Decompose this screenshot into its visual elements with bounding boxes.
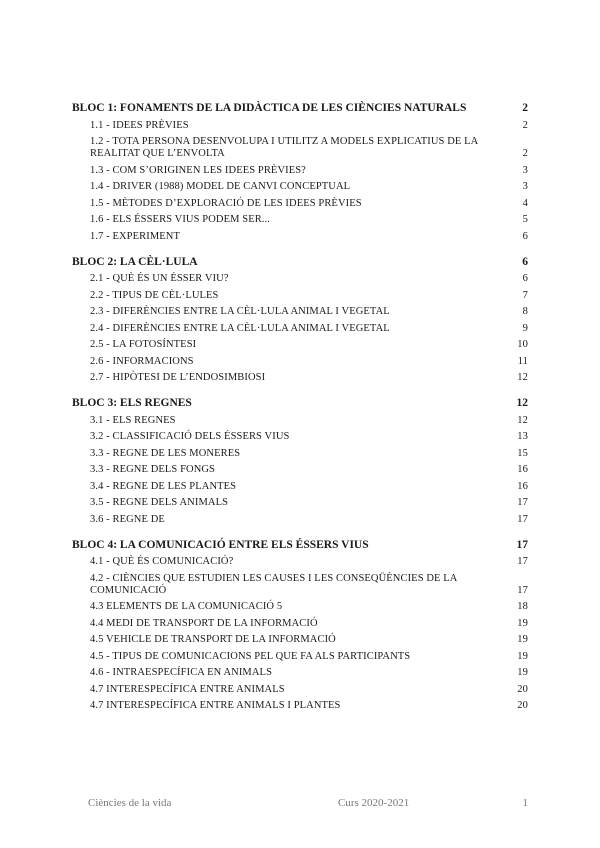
toc-entry-page: 20 [517, 700, 528, 711]
toc-bloc-page: 17 [516, 538, 528, 551]
toc-entry[interactable] [72, 165, 528, 177]
toc-entry[interactable] [72, 273, 528, 285]
toc-bloc-title: BLOC 4: LA COMUNICACIÓ ENTRE ELS ÉSSERS VIUS [72, 538, 369, 551]
toc-entry-page: 17 [517, 556, 528, 567]
toc-entry-page: 6 [522, 230, 528, 242]
toc-entry-title: 4.4 MEDI DE TRANSPORT DE LA INFORMACIÓ [90, 617, 318, 629]
toc-entry[interactable] [72, 214, 528, 226]
toc-entry-page: 19 [517, 617, 528, 629]
toc-entry[interactable] [72, 198, 528, 210]
toc-entry-page: 3 [522, 164, 528, 176]
toc-entry-title: 3.3 - REGNE DE LES MONERES [90, 447, 241, 459]
toc-entry-title: 1.3 - COM S’ORIGINEN LES IDEES PRÈVIES? [90, 164, 306, 176]
toc-entry-page: 19 [517, 667, 528, 678]
toc-entry[interactable] [72, 323, 528, 335]
toc-entry-page: 17 [517, 497, 528, 508]
toc-entry-title: 4.2 - CIÈNCIES QUE ESTUDIEN LES CAUSES I LES CONSEQÜÈNCIES DE LA COMUNICACIÓ [90, 572, 457, 596]
toc-entry[interactable] [72, 464, 528, 476]
toc-entry-page: 15 [517, 447, 528, 459]
toc-entry-title: 2.5 - LA FOTOSÍNTESI [90, 339, 197, 350]
toc-entry-title: 2.4 - DIFERÈNCIES ENTRE LA CÈL·LULA ANIMAL I VEGETAL [90, 322, 390, 334]
toc-entry[interactable] [72, 290, 528, 302]
toc-entry[interactable] [72, 667, 528, 679]
toc-entry-title: 4.5 - TIPUS DE COMUNICACIONS PEL QUE FA ALS PARTICIPANTS [90, 650, 411, 662]
toc-entry[interactable] [72, 618, 528, 630]
toc-entry-page: 10 [517, 339, 528, 350]
toc-bloc-page: 12 [516, 397, 528, 409]
toc-entry-page: 19 [517, 634, 528, 645]
toc-bloc-heading[interactable] [72, 101, 528, 115]
toc-entry-title: 4.7 INTERESPECÍFICA ENTRE ANIMALS [90, 683, 285, 695]
toc-bloc-heading[interactable] [72, 538, 528, 552]
toc-entry[interactable] [72, 372, 528, 384]
toc-entry-page: 3 [522, 181, 528, 192]
toc-entry-page: 12 [517, 372, 528, 383]
toc-entry-title: 1.2 - TOTA PERSONA DESENVOLUPA I UTILITZ A MODELS EXPLICATIUS DE LA REALITAT QUE L’ENVOLTA [90, 136, 478, 159]
toc-entry-page: 13 [517, 431, 528, 442]
toc-entry[interactable] [72, 497, 528, 509]
toc-entry[interactable] [72, 120, 528, 132]
toc-bloc-heading[interactable] [72, 255, 528, 269]
toc-entry-page: 12 [517, 414, 528, 426]
toc-entry[interactable] [72, 415, 528, 427]
toc-entry-title: 3.6 - REGNE DE [90, 513, 165, 525]
toc-entry-title: 3.1 - ELS REGNES [90, 414, 176, 426]
toc-entry-page: 7 [522, 289, 528, 301]
footer-course: Curs 2020-2021 [338, 797, 410, 809]
toc-entry-title: 4.1 - QUÈ ÉS COMUNICACIÓ? [90, 556, 234, 567]
toc-entry-page: 17 [517, 584, 528, 596]
toc-entry-page: 18 [517, 601, 528, 612]
toc-bloc-title: BLOC 3: ELS REGNES [72, 397, 192, 409]
toc-entry-title: 3.4 - REGNE DE LES PLANTES [90, 480, 237, 492]
toc-entry[interactable] [72, 448, 528, 460]
toc-entry-title: 3.3 - REGNE DELS FONGS [90, 464, 215, 475]
toc-entry-title: 1.6 - ELS ÉSSERS VIUS PODEM SER... [90, 214, 270, 225]
toc-entry[interactable] [72, 684, 528, 696]
toc-entry-title: 3.2 - CLASSIFICACIÓ DELS ÉSSERS VIUS [90, 431, 290, 442]
toc-entry-page: 5 [522, 214, 528, 225]
toc-entry-title: 2.6 - INFORMACIONS [90, 355, 194, 367]
footer-subject: Ciències de la vida [88, 797, 172, 809]
toc-entry-page: 11 [517, 355, 528, 367]
toc-entry-title: 2.3 - DIFERÈNCIES ENTRE LA CÈL·LULA ANIMAL I VEGETAL [90, 306, 390, 317]
toc-entry-title: 4.3 ELEMENTS DE LA COMUNICACIÓ 5 [90, 601, 283, 612]
toc-entry-title: 1.5 - MÈTODES D’EXPLORACIÓ DE LES IDEES PRÈVIES [90, 197, 362, 209]
toc-entry-title: 3.5 - REGNE DELS ANIMALS [90, 497, 229, 508]
toc-entry-page: 9 [522, 322, 528, 334]
toc-entry[interactable] [72, 306, 528, 318]
toc-entry[interactable] [72, 481, 528, 493]
footer-page-number: 1 [522, 797, 528, 809]
toc-entry-title: 2.7 - HIPÒTESI DE L’ENDOSIMBIOSI [90, 372, 266, 383]
toc-entry-page: 16 [517, 464, 528, 475]
toc-entry[interactable] [72, 356, 528, 368]
toc-entry-title: 4.7 INTERESPECÍFICA ENTRE ANIMALS I PLANTES [90, 700, 341, 711]
toc-entry-page: 4 [522, 197, 528, 209]
toc-entry[interactable] [72, 601, 528, 613]
toc-entry[interactable] [72, 556, 528, 568]
toc-entry[interactable] [72, 514, 528, 526]
toc-entry-title: 2.1 - QUÈ ÉS UN ÉSSER VIU? [90, 273, 229, 284]
toc-entry[interactable] [72, 431, 528, 443]
toc-entry-page: 6 [522, 273, 528, 284]
toc-entry-title: 4.6 - INTRAESPECÍFICA EN ANIMALS [90, 667, 273, 678]
toc-entry[interactable] [72, 136, 528, 160]
toc-bloc-page: 6 [522, 255, 528, 268]
toc-entry-title: 4.5 VEHICLE DE TRANSPORT DE LA INFORMACIÓ [90, 634, 336, 645]
toc-entry-title: 2.2 - TIPUS DE CÈL·LULES [90, 289, 219, 301]
toc-bloc-title: BLOC 1: FONAMENTS DE LA DIDÀCTICA DE LES CIÈNCIES NATURALS [72, 102, 467, 114]
toc-entry-page: 17 [517, 513, 528, 525]
toc-entry[interactable] [72, 651, 528, 663]
toc-entry-page: 16 [517, 480, 528, 492]
toc-bloc-page: 2 [522, 102, 528, 114]
toc-entry[interactable] [72, 181, 528, 193]
toc-entry[interactable] [72, 339, 528, 351]
toc-bloc-heading[interactable] [72, 396, 528, 410]
toc-entry-title: 1.1 - IDEES PRÈVIES [90, 119, 189, 131]
toc-entry-page: 19 [517, 650, 528, 662]
toc-bloc-title: BLOC 2: LA CÈL·LULA [72, 255, 198, 268]
toc-entry-page: 2 [522, 119, 528, 131]
toc-entry-page: 2 [522, 148, 528, 159]
toc-entry-page: 8 [522, 306, 528, 317]
toc-entry-page: 20 [517, 683, 528, 695]
toc-entry-title: 1.7 - EXPERIMENT [90, 230, 180, 242]
toc-entry[interactable] [72, 634, 528, 646]
toc-entry[interactable] [72, 231, 528, 243]
toc-entry[interactable] [72, 700, 528, 712]
toc-entry[interactable] [72, 573, 528, 597]
toc-entry-title: 1.4 - DRIVER (1988) MODEL DE CANVI CONCEPTUAL [90, 181, 351, 192]
table-of-contents [72, 101, 528, 717]
